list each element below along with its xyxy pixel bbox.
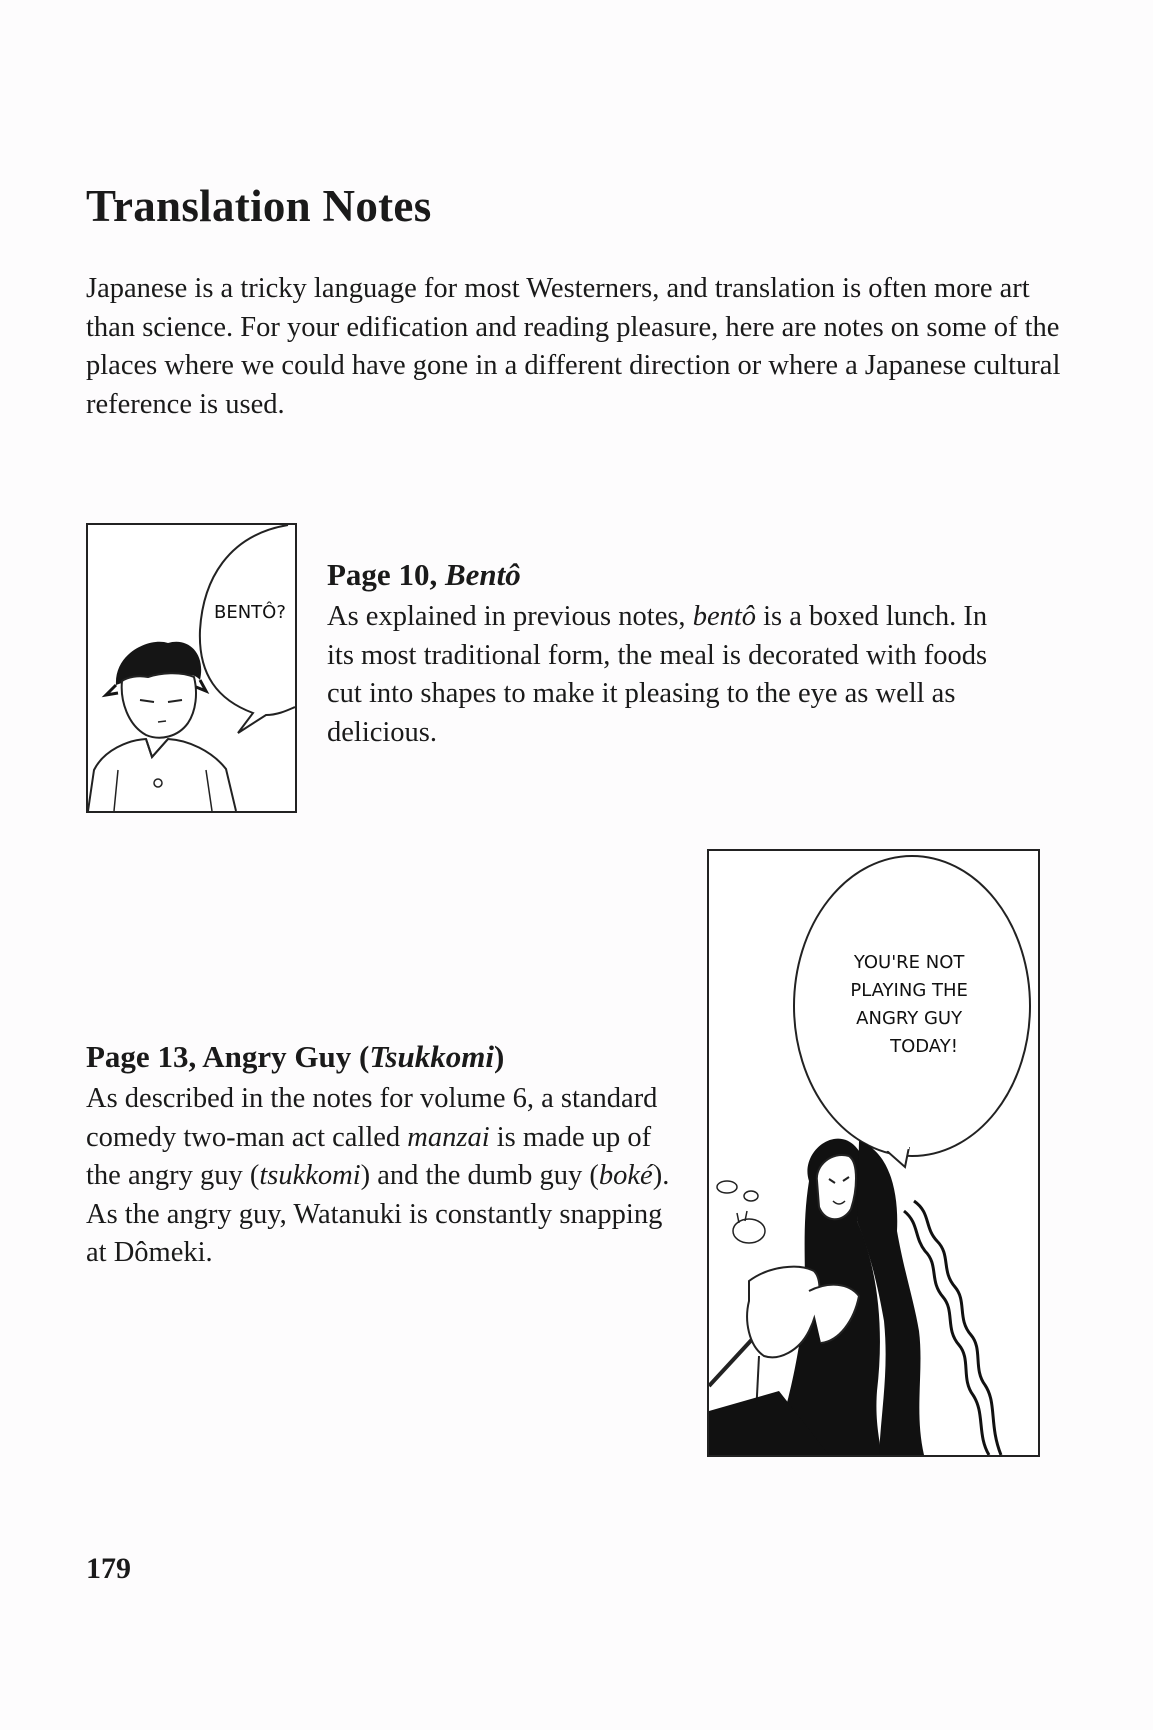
note-body-angry-guy-part: ) and the dumb guy ( — [360, 1160, 599, 1191]
note-body-bento — [327, 598, 1017, 752]
note-title-angry-guy-italic: Tsukkomi — [369, 1039, 494, 1074]
boy-illustration — [88, 525, 295, 811]
page-title: Translation Notes — [86, 181, 432, 231]
note-body-angry-guy-italic: tsukkomi — [259, 1160, 361, 1191]
note-title-bento-prefix: Page 10, — [327, 557, 445, 592]
note-body-bento-part: is a boxed lunch. In its most traditional form, the meal is decorated with foods cut into shapes to make it pleasing to the eye as well as delicious. — [327, 601, 988, 748]
note-body-angry-guy-part: ). As the angry guy, Watanuki is constantly snapping at Dômeki. — [86, 1160, 670, 1268]
woman-illustration — [709, 851, 1038, 1455]
manga-panel-bento — [86, 523, 297, 813]
note-title-bento-italic: Bentô — [444, 557, 521, 592]
note-body-angry-guy-part: is made up of the angry guy ( — [86, 1121, 652, 1191]
note-body-bento-part: As explained in previous notes, — [327, 601, 693, 632]
bubble-line: ANGRY GUY — [856, 1008, 963, 1029]
note-body-angry-guy — [86, 1080, 686, 1273]
intro-paragraph: Japanese is a tricky language for most Westerners, and translation is often more art than science. For your edification and reading pleasure, here are notes on some of the places where we could have gone in a different direction or where a Japanese cultural reference is used. — [86, 273, 1061, 420]
bubble-line: YOU'RE NOT — [853, 952, 965, 973]
note-body-bento-italic: bentô — [692, 601, 757, 632]
note-title-angry-guy-prefix: Page 13, Angry Guy ( — [86, 1039, 370, 1074]
note-title-bento — [327, 557, 521, 593]
note-body-angry-guy-part: As described in the notes for volume 6, a standard comedy two-man act called — [86, 1083, 658, 1153]
bubble-text-bento: BENTÔ? — [214, 602, 286, 623]
bubble-line: PLAYING THE — [850, 980, 968, 1001]
note-title-angry-guy-suffix: ) — [493, 1039, 505, 1074]
page-number: 179 — [86, 1552, 131, 1585]
note-body-angry-guy-italic: boké — [598, 1160, 653, 1191]
note-body-angry-guy-italic: manzai — [407, 1121, 490, 1153]
manga-panel-angry-guy — [707, 849, 1040, 1457]
note-title-angry-guy — [86, 1039, 504, 1075]
bubble-line: TODAY! — [890, 1036, 958, 1057]
